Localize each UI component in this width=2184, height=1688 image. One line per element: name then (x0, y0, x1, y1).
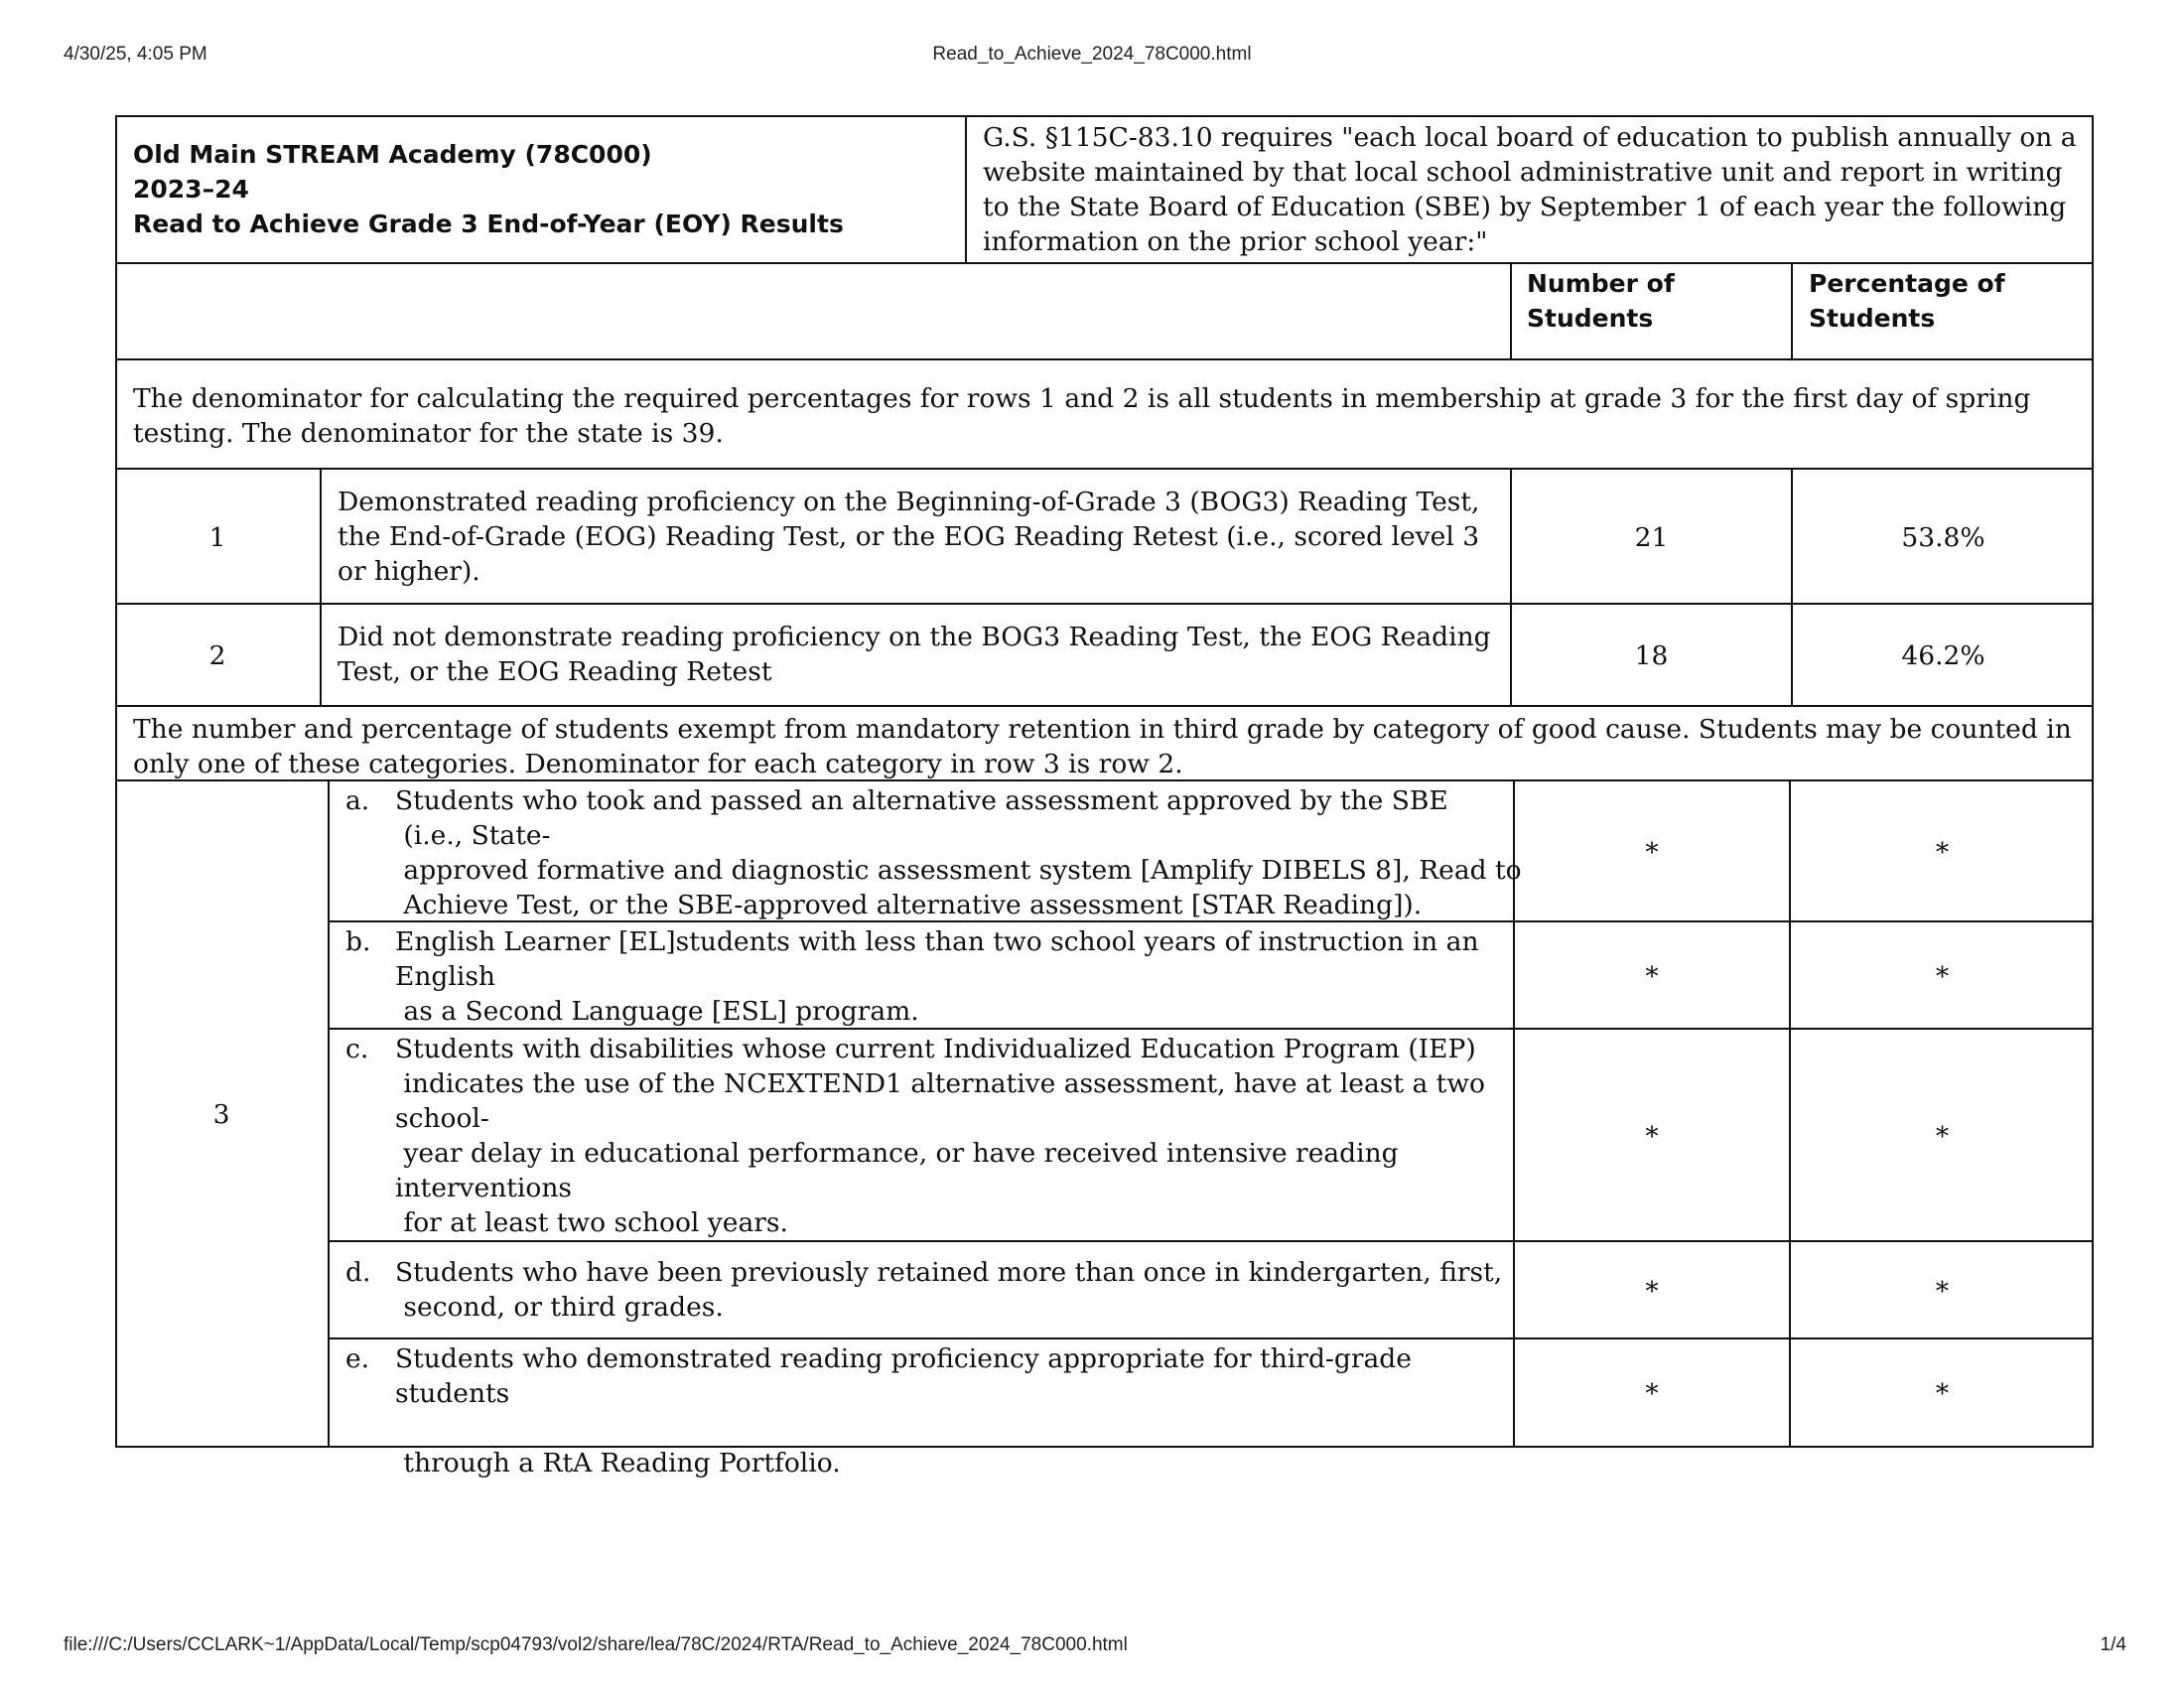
title-divider (965, 115, 967, 264)
print-file-path: file:///C:/Users/CCLARK~1/AppData/Local/Temp/scp04793/vol2/share/lea/78C/2024/RTA/Read_to_Achieve_2024_78C000.html (64, 1634, 1128, 1655)
category-line: approved formative and diagnostic assessment system [Amplify DIBELS 8], Read to (395, 855, 1522, 886)
report-title-block (133, 137, 947, 241)
category-line: as a Second Language [ESL] program. (395, 996, 919, 1027)
category-letter: e. (345, 1343, 370, 1374)
print-page-number: 1/4 (2100, 1634, 2126, 1655)
category-letter: c. (345, 1034, 369, 1064)
category-line: Students who have been previously retained more than once in kindergarten, first, (395, 1257, 1503, 1288)
row1-divider-id (320, 470, 322, 605)
category-number: * (1645, 1378, 1659, 1409)
report-title: Read to Achieve Grade 3 End-of-Year (EOY) Results (133, 210, 844, 238)
category-letter: d. (345, 1257, 371, 1288)
category-line: Students who demonstrated reading proficiency appropriate for third-grade students (395, 1343, 1412, 1409)
category-letter: a. (345, 785, 370, 816)
category-line: through a RtA Reading Portfolio. (395, 1448, 841, 1478)
category-line: Students with disabilities whose current Individualized Education Program (IEP) (395, 1034, 1476, 1064)
category-percentage: * (1935, 836, 1950, 868)
row-description: Did not demonstrate reading proficiency on the BOG3 Reading Test, the EOG Reading Test, or the EOG Reading Retest (338, 622, 1491, 687)
col-header-number: Number of Students (1527, 269, 1675, 333)
category-line: school- (395, 1103, 489, 1134)
category-line: indicates the use of the NCEXTEND1 alternative assessment, have at least a two (395, 1068, 1485, 1099)
category-e (345, 1341, 1507, 1480)
category-line: English (395, 961, 495, 992)
category-line: (i.e., State- (395, 820, 551, 851)
denominator-note: The denominator for calculating the required percentages for rows 1 and 2 is all students in membership at grade 3 for the first day of spring testing. The denominator for the state is 39. (133, 383, 2031, 449)
category-number: * (1645, 960, 1659, 992)
category-line: for at least two school years. (395, 1207, 788, 1238)
category-number: * (1645, 1275, 1659, 1307)
row-percentage: 53.8% (1901, 521, 1985, 553)
category-line: year delay in educational performance, or have received intensive reading (395, 1138, 1399, 1169)
category-line: Students who took and passed an alternative assessment approved by the SBE (395, 785, 1448, 816)
category-line: second, or third grades. (395, 1292, 724, 1323)
category-number: * (1645, 836, 1659, 868)
row-id: 1 (208, 521, 226, 553)
row-number: 18 (1634, 640, 1669, 671)
col-divider-number (1510, 264, 1512, 360)
row-description: Demonstrated reading proficiency on the Beginning-of-Grade 3 (BOG3) Reading Test, the End-of-Grade (EOG) Reading Test, or the EOG Reading Retest (i.e., scored level 3 or higher). (338, 487, 1480, 587)
row-number: 21 (1634, 521, 1669, 553)
school-year: 2023–24 (133, 175, 249, 204)
category-percentage: * (1935, 1275, 1950, 1307)
exemption-note: The number and percentage of students exempt from mandatory retention in third grade by category of good cause. Students may be counted in only one of these categories. Denominator for each category in row 3 is row 2. (133, 714, 2072, 779)
category-percentage: * (1935, 1378, 1950, 1409)
category-line (395, 1411, 1507, 1446)
category-b (345, 924, 1507, 1029)
school-name: Old Main STREAM Academy (78C000) (133, 140, 652, 169)
category-a (345, 783, 1522, 922)
category-line: English Learner [EL]students with less than two school years of instruction in an (395, 926, 1479, 957)
category-line: Achieve Test, or the SBE-approved alternative assessment [STAR Reading]). (395, 890, 1423, 920)
statute-text: G.S. §115C-83.10 requires "each local board of education to publish annually on a website maintained by that local school administrative unit and report in writing to the State Board of Education (SBE) by September 1 of each year the following information on the prior school year:" (983, 122, 2077, 257)
col-divider-percentage (1791, 264, 1793, 360)
row-percentage: 46.2% (1901, 640, 1985, 671)
column-header-row (115, 264, 2094, 360)
print-page-title: Read_to_Achieve_2024_78C000.html (932, 44, 1252, 65)
category-number: * (1645, 1120, 1659, 1152)
category-line: interventions (395, 1173, 573, 1203)
row2-divider-id (320, 605, 322, 707)
print-timestamp: 4/30/25, 4:05 PM (64, 44, 207, 65)
category-c (345, 1032, 1507, 1240)
category-percentage: * (1935, 960, 1950, 992)
category-d (345, 1255, 1507, 1325)
category-letter: b. (345, 926, 371, 957)
row-id: 3 (212, 1099, 230, 1130)
category-percentage: * (1935, 1120, 1950, 1152)
row-id: 2 (208, 640, 226, 671)
col-header-percentage: Percentage of Students (1809, 269, 2005, 333)
